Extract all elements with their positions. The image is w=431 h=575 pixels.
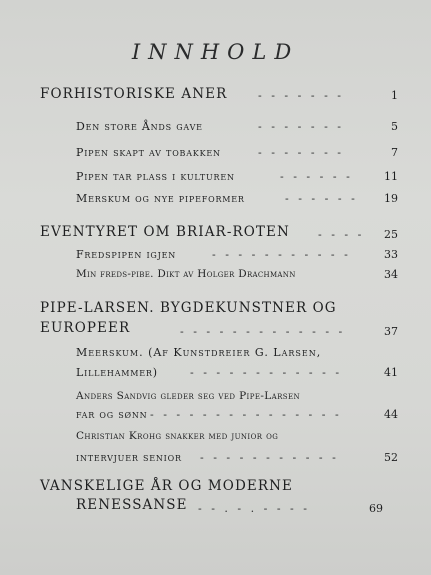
section-title-line1: PIPE-LARSEN. BYGDEKUNSTNER OG: [40, 300, 337, 316]
page-number: 44: [384, 408, 398, 421]
toc-entry: [0, 430, 431, 452]
toc-section-heading: [0, 86, 431, 108]
entry-title-line2: far og sønn: [76, 408, 148, 421]
toc-section-heading-cont: [0, 497, 431, 519]
toc-entry: [0, 346, 431, 368]
toc-entry-cont: [0, 408, 431, 430]
entry-title-line2: intervjuer senior: [76, 451, 182, 464]
entry-title-line1: Christian Krohg snakker med junior og: [76, 430, 279, 442]
leader-dots: - - - - - - -: [258, 120, 344, 133]
page-number: 19: [384, 192, 398, 205]
entry-title-line2: Lillehammer): [76, 366, 158, 379]
leader-dots: - - - -: [318, 228, 365, 241]
page-number: 1: [391, 89, 398, 102]
page-number: 11: [384, 170, 398, 183]
leader-dots: - - - - - - -: [258, 89, 344, 102]
entry-title: Min freds-pibe. Dikt av Holger Drachmann: [76, 268, 296, 280]
leader-dots: - - - - - - - - - - - - - - -: [150, 408, 342, 421]
leader-dots: - - - - - - - - - - -: [212, 248, 351, 261]
leader-dots: - - - - - - -: [258, 146, 344, 159]
leader-dots: - - - - - -: [280, 170, 353, 183]
page-number: 41: [384, 366, 398, 379]
page-title: INNHOLD: [131, 40, 300, 64]
leader-dots: - - - - - -: [285, 192, 358, 205]
page-number: 37: [384, 325, 398, 338]
toc-entry: [0, 248, 431, 270]
toc-entry: [0, 268, 431, 290]
toc-section-heading: [0, 300, 431, 322]
entry-title: Den store Ånds gave: [76, 120, 203, 133]
entry-title: Pipen tar plass i kulturen: [76, 170, 235, 183]
toc-entry: [0, 120, 431, 142]
entry-title-line1: Meerskum. (Af Kunstdreier G. Larsen,: [76, 346, 322, 359]
entry-title-line1: Anders Sandvig gleder seg ved Pipe-Larsen: [76, 390, 301, 402]
page-number: 34: [384, 268, 398, 281]
page-number: 5: [391, 120, 398, 133]
leader-dots: - - - - - - - - - - -: [200, 451, 339, 464]
toc-entry-cont: [0, 366, 431, 388]
leader-dots: - - . - . - - - -: [198, 502, 310, 515]
entry-title: Merskum og nye pipeformer: [76, 192, 245, 205]
toc-section-heading: [0, 224, 431, 246]
toc-entry: [0, 192, 431, 214]
section-title: FORHISTORISKE ANER: [40, 86, 228, 102]
leader-dots: - - - - - - - - - - - - -: [180, 325, 346, 338]
page-number: 7: [391, 146, 398, 159]
page-number: 33: [384, 248, 398, 261]
toc-entry: [0, 170, 431, 192]
section-title-line2: RENESSANSE: [76, 497, 188, 513]
page-number: 25: [384, 228, 398, 241]
page-number: 69: [369, 502, 383, 515]
entry-title: Fredspipen igjen: [76, 248, 177, 261]
page-number: 52: [384, 451, 398, 464]
leader-dots: - - - - - - - - - - - -: [190, 366, 343, 379]
toc-entry-cont: [0, 451, 431, 473]
section-title-line1: VANSKELIGE ÅR OG MODERNE: [40, 478, 293, 494]
entry-title: Pipen skapt av tobakken: [76, 146, 221, 159]
toc-section-heading-cont: [0, 320, 431, 342]
section-title: EVENTYRET OM BRIAR-ROTEN: [40, 224, 290, 240]
toc-entry: [0, 146, 431, 168]
section-title-line2: EUROPEER: [40, 320, 131, 336]
